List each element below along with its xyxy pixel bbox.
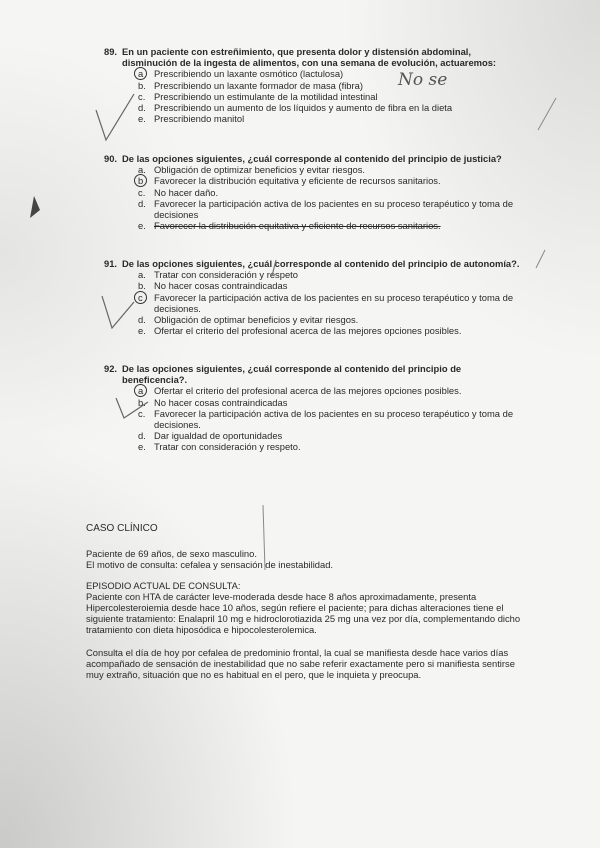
question-stem: De las opciones siguientes, ¿cuál corresponde al contenido del principio de autonomía?.	[122, 258, 520, 269]
pen-mark	[538, 98, 556, 130]
case-patient: Paciente de 69 años, de sexo masculino.	[86, 548, 257, 560]
option-c[interactable]: c. Prescribiendo un estimulante de la motilidad intestinal	[138, 90, 378, 102]
option-c[interactable]: c. No hacer daño.	[138, 186, 219, 198]
question-number: 89.	[104, 46, 118, 57]
option-a[interactable]: a Ofertar el criterio del profesional acerca de las mejores opciones posibles.	[138, 385, 524, 396]
check-mark	[96, 94, 134, 140]
pen-mark	[263, 505, 265, 570]
question-number: 90.	[104, 153, 118, 164]
option-b[interactable]: b Favorecer la distribución equitativa y eficiente de recursos sanitarios.	[138, 175, 524, 186]
option-c[interactable]: c Favorecer la participación activa de los pacientes en su proceso terapéutico y toma de decisiones.	[138, 292, 524, 314]
check-mark	[116, 398, 148, 418]
question-stem: De las opciones siguientes, ¿cuál corresponde al contenido del principio de justicia?	[122, 153, 502, 164]
option-d[interactable]: d. Obligación de optimar beneficios y evitar riesgos.	[138, 314, 359, 326]
option-c[interactable]: c. Favorecer la participación activa de los pacientes en su proceso terapéutico y toma de decisiones.	[138, 407, 514, 431]
option-d[interactable]: d. Prescribiendo un aumento de los líquidos y aumento de fibra en la dieta	[138, 102, 453, 114]
pen-mark	[272, 260, 276, 276]
option-b[interactable]: b. No hacer cosas contraindicadas	[138, 280, 288, 292]
case-reason: El motivo de consulta: cefalea y sensación de inestabilidad.	[86, 559, 334, 571]
option-a[interactable]: a Prescribiendo un laxante osmótico (lactulosa)	[138, 68, 524, 79]
option-e[interactable]: e. Prescribiendo manitol	[138, 113, 245, 125]
option-a[interactable]: a. Tratar con consideración y respeto	[138, 269, 298, 281]
option-b[interactable]: b. Prescribiendo un laxante formador de masa (fibra)	[138, 79, 363, 91]
option-b[interactable]: b. No hacer cosas contraindicadas	[138, 396, 288, 408]
consult-text: Consulta el día de hoy por cefalea de predominio frontal, la cual se manifiesta desde hace varios días acompañado de sensación de inestabilidad que no sabe referir exactamente pero si manifiesta sentirse muy extraño, situación que no es habitual en el pero, que le inquieta y preocupa.	[86, 646, 515, 681]
struck-option-text: Favorecer la distribución equitativa y eficiente de recursos sanitarios.	[154, 220, 441, 232]
case-title: CASO CLÍNICO	[86, 523, 158, 534]
question-stem: En un paciente con estreñimiento, que presenta dolor y distensión abdominal, disminución de la ingesta de alimentos, con una semana de evolución, actuaremos:	[122, 46, 497, 69]
question-stem: De las opciones siguientes, ¿cuál corresponde al contenido del principio de beneficencia?.	[122, 363, 462, 386]
pen-mark	[536, 250, 545, 268]
option-a[interactable]: a. Obligación de optimizar beneficios y evitar riesgos.	[138, 164, 366, 176]
option-e[interactable]: e. Favorecer la distribución equitativa y eficiente de recursos sanitarios.	[138, 220, 524, 231]
episode-text: Paciente con HTA de carácter leve-moderada desde hace 8 años aproximadamente, presenta Hipercolesteroiemia desde hace 10 años, según refiere el paciente; para dichas alteraciones tiene el siguiente tratamiento: Enalapril 10 mg e hidroclorotiazida 25 mg una vez por día, complementando dicho tratamiento con dieta hiposódica e hipocolesterolemica.	[86, 590, 521, 636]
question-number: 91.	[104, 258, 118, 269]
question-number: 92.	[104, 363, 118, 374]
option-d[interactable]: d. Favorecer la participación activa de los pacientes en su proceso terapéutico y toma de decisiones	[138, 197, 514, 221]
option-e[interactable]: e. Ofertar el criterio del profesional acerca de las mejores opciones posibles.	[138, 325, 462, 337]
episode-title: EPISODIO ACTUAL DE CONSULTA:	[86, 579, 241, 591]
option-d[interactable]: d. Dar igualdad de oportunidades	[138, 430, 283, 442]
check-mark	[102, 296, 134, 328]
handwritten-note: No se	[398, 70, 448, 90]
option-e[interactable]: e. Tratar con consideración y respeto.	[138, 441, 301, 453]
ink-smudge	[30, 196, 40, 218]
